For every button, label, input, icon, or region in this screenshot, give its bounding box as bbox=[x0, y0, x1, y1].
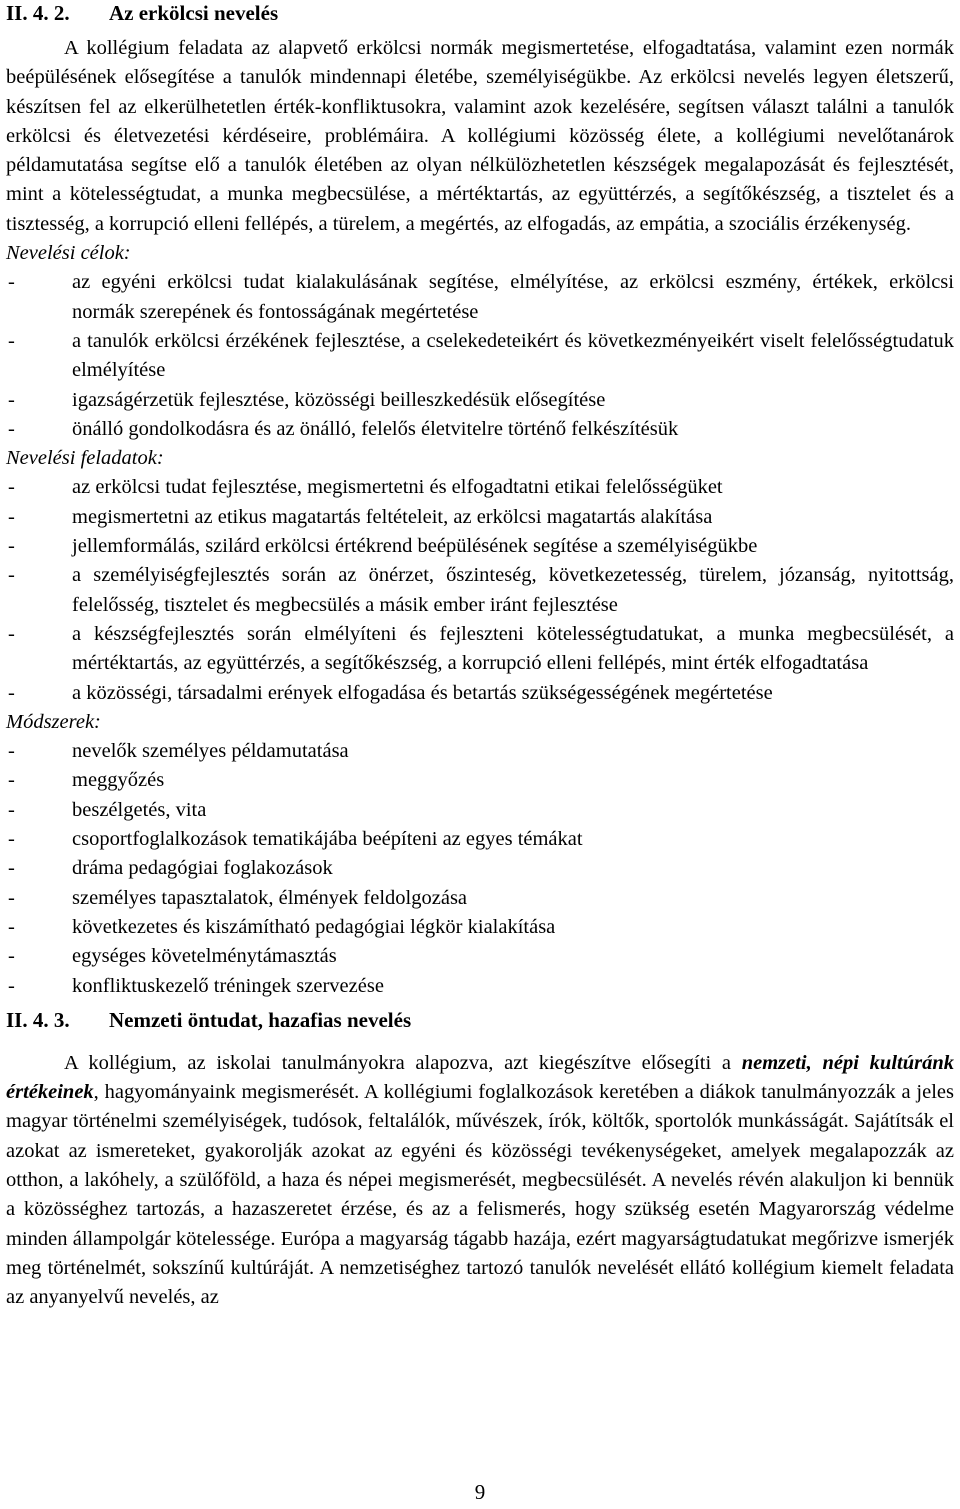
list-item: - következetes és kiszámítható pedagógiai légkör kialakítása bbox=[6, 913, 954, 942]
section-number: II. 4. 2. bbox=[6, 1, 70, 25]
list-item: - beszélgetés, vita bbox=[6, 796, 954, 825]
section-title: Nemzeti öntudat, hazafias nevelés bbox=[109, 1007, 412, 1032]
list-item: - csoportfoglalkozások tematikájába beépíteni az egyes témákat bbox=[6, 825, 954, 854]
moral-paragraph: A kollégium feladata az alapvető erkölcsi normák megismertetése, elfogadtatása, valamint ezen normák beépülésének elősegítése a tanulók mindennapi életébe, személyiségükbe. Az erkölcsi nevelés legyen életszerű, készítsen fel az elkerülhetetlen érték-konfliktusokra, valamint azok kezelésére, segítsen választ találni a tanulók erkölcsi és életvezetési kérdéseire, problémáira. A kollégiumi közösség élete, a kollégiumi nevelőtanárok példamutatása segítse elő a tanulók életében az olyan nélkülözhetetlen készségek megalapozását és fejlesztését, mint a kötelességtudat, a munka megbecsülése, a mértéktartás, az együttérzés, a segítőkészség, a tisztelet és a tisztesség, a korrupció elleni fellépés, a türelem, a megértés, az elfogadás, az empátia, a szociális érzékenység. bbox=[6, 37, 954, 235]
list-item: - dráma pedagógiai foglakozások bbox=[6, 854, 954, 883]
emphasis-text: nemzeti, népi kultúránk értékeinek bbox=[6, 1051, 954, 1104]
list-item: - személyes tapasztalatok, élmények feldolgozása bbox=[6, 884, 954, 913]
list-item: - az erkölcsi tudat fejlesztése, megismertetni és elfogadtatni etikai felelősségüket bbox=[6, 473, 954, 502]
goals-list bbox=[6, 268, 954, 444]
section-national bbox=[6, 1007, 954, 1313]
list-item: - megismertetni az etikus magatartás feltételeit, az erkölcsi magatartás alakítása bbox=[6, 503, 954, 532]
list-item: - nevelők személyes példamutatása bbox=[6, 737, 954, 766]
section-heading-moral bbox=[6, 0, 954, 26]
list-item: - meggyőzés bbox=[6, 766, 954, 795]
list-item: - önálló gondolkodásra és az önálló, felelős életvitelre történő felkészítésük bbox=[6, 415, 954, 444]
list-item: - igazságérzetük fejlesztése, közösségi beilleszkedésük elősegítése bbox=[6, 386, 954, 415]
methods-heading: Módszerek: bbox=[6, 710, 101, 733]
methods-list bbox=[6, 737, 954, 1001]
list-item: - a közösségi, társadalmi erények elfogadása és betartás szükségességének megértetése bbox=[6, 679, 954, 708]
national-paragraph: A kollégium, az iskolai tanulmányokra alapozva, azt kiegészítve elősegíti a nemzeti, népi kultúránk értékeinek, hagyományaink megismerését. A kollégiumi foglalkozások keretében a diákok tanulmányozzák a jeles magyar történelmi személyiségek, tudósok, feltalálók, művészek, írók, költők, sportolók munkásságát. Sajátítsák el azokat az ismereteket, gyakorolják azokat az egyéni és közösségi tevékenységeket, amelyek megalapozzák az otthon, a lakóhely, a szülőföld, a haza és népei megismerését, megbecsülését. A nevelés révén alakuljon ki bennük a közösséghez tartozás, a hazaszeretet érzése, és az a felismerés, hogy szükség esetén Magyarország védelme minden állampolgár kötelessége. Európa a magyarság tágabb hazája, ezért magyarságtudatukat megőrizve ismerjék meg történelmét, sokszínű kultúráját. A nemzetiséghez tartozó tanulók nevelését ellátó kollégium kiemelt feladata az anyanyelvű nevelés, az bbox=[6, 1051, 954, 1309]
list-item: - a személyiségfejlesztés során az önérzet, őszinteség, következetesség, türelem, józanság, nyitottság, felelősség, tisztelet és megbecsülés a másik ember iránt fejlesztése bbox=[6, 561, 954, 620]
list-item: - az egyéni erkölcsi tudat kialakulásának segítése, elmélyítése, az erkölcsi eszmény, értékek, erkölcsi normák szerepének és fontosságának megértetése bbox=[6, 268, 954, 327]
list-item: - a készségfejlesztés során elmélyíteni és fejleszteni kötelességtudatukat, a munka megbecsülését, a mértéktartás, az együttérzés, a segítőkészség, a korrupció elleni fellépés, mint érték elfogadtatása bbox=[6, 620, 954, 679]
goals-heading: Nevelési célok: bbox=[6, 242, 131, 265]
document-page bbox=[6, 0, 954, 1312]
page-number: 9 bbox=[474, 1480, 486, 1504]
section-heading-national bbox=[6, 1007, 954, 1033]
list-item: - a tanulók erkölcsi érzékének fejlesztése, a cselekedeteikért és következményeikért viselt felelősségtudatuk elmélyítése bbox=[6, 327, 954, 386]
list-item: - konfliktuskezelő tréningek szervezése bbox=[6, 972, 954, 1001]
list-item: - egységes követelménytámasztás bbox=[6, 942, 954, 971]
tasks-heading: Nevelési feladatok: bbox=[6, 447, 164, 470]
list-item: - jellemformálás, szilárd erkölcsi értékrend beépülésének segítése a személyiségükbe bbox=[6, 532, 954, 561]
section-number: II. 4. 3. bbox=[6, 1007, 70, 1032]
section-title: Az erkölcsi nevelés bbox=[109, 1, 279, 25]
tasks-list bbox=[6, 473, 954, 707]
